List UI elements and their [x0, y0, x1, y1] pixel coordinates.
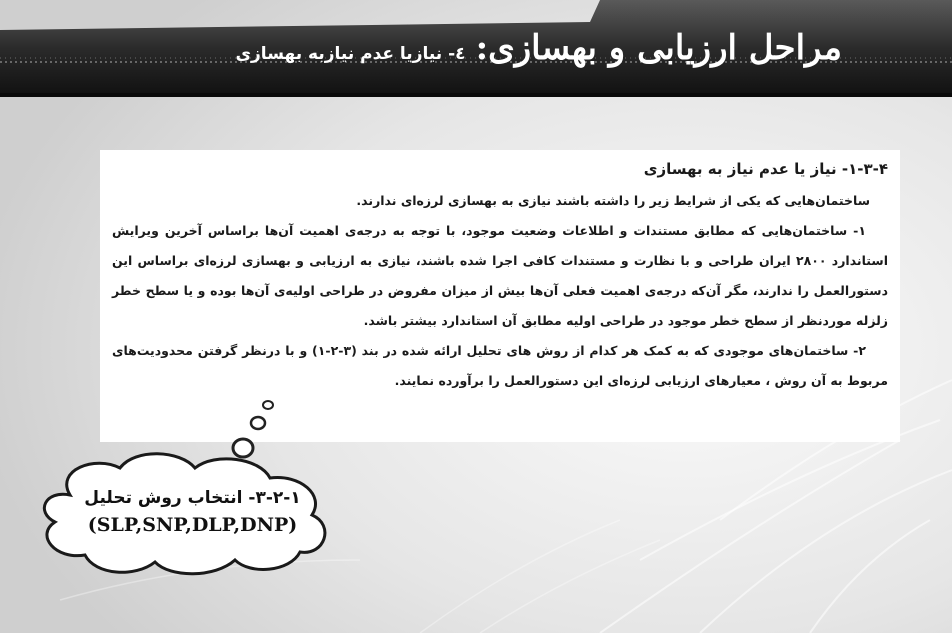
thought-bubble-small — [263, 401, 273, 409]
condition-item-2: ۲- ساختمان‌های موجودی که به کمک هر کدام از روش های تحلیل ارائه شده در بند (۳-۲-۱) و با درنظر گرفتن محدودیت‌های مربوط به آن روش ، معیارهای ارزیابی لرزه‌ای این دستورالعمل را برآورده نمایند. — [112, 343, 888, 388]
condition-item-1: ۱- ساختمان‌هایی که مطابق مستندات و اطلاعات وضعیت موجود، با توجه به درجه‌ی اهمیت آن‌ها براساس آخرین ویرایش استاندارد ۲۸۰۰ ایران طراحی و با نظارت و مستندات کافی اجرا شده باشند، نیازی به ارزیابی و بهسازی لرزه‌ای براساس این دستورالعمل را ندارند، مگر آن‌که درجه‌ی اهمیت فعلی آن‌ها بیش از میزان مفروض در طراحی اولیه‌ی آن‌ها بوده و یا سطح خطر زلزله موردنظر از سطح خطر موجود در طراحی اولیه مطابق آن استاندارد بیشتر باشد. — [112, 223, 888, 328]
cloud-title: ۳-۲-۱- انتخاب روش تحلیل — [84, 488, 301, 508]
intro-paragraph: ساختمان‌هایی که یکی از شرایط زیر را داشته باشند نیازی به بهسازی لرزه‌ای ندارند. — [356, 193, 870, 208]
page-header — [0, 0, 952, 100]
header-title-group — [235, 28, 842, 88]
thought-bubble-medium — [251, 417, 265, 429]
section-title: ۱-۳-۴- نیاز یا عدم نیاز به بهسازی — [643, 160, 888, 178]
header-subtitle: ٤- نیازیا عدم نیازبه بهسازی — [235, 44, 466, 64]
header-title: مراحل ارزیابی و بهسازی: — [475, 28, 842, 68]
cloud-label — [70, 485, 315, 539]
cloud-methods: (SLP,SNP,DLP,DNP) — [87, 514, 298, 536]
thought-bubble-large — [233, 439, 253, 457]
